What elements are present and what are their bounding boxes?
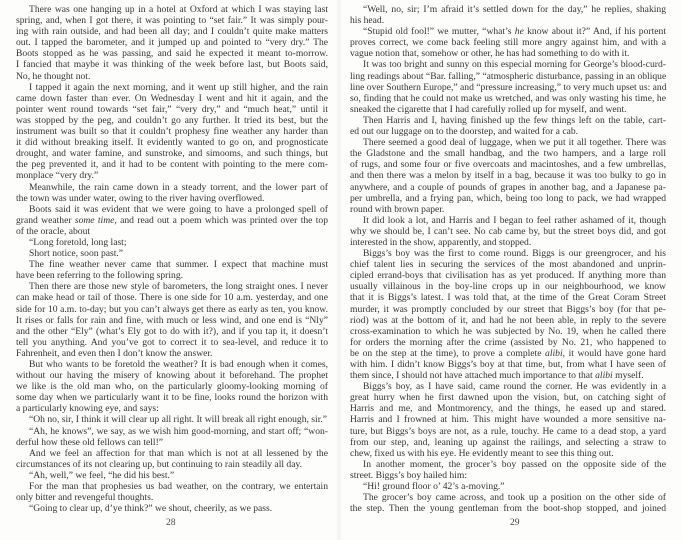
text-line: Biggs’s boy, as I have said, came round the corner. He was evidently in a <box>363 381 666 393</box>
text-line: Harris and I frowned at him. This might have wounded a more sensitive na- <box>350 414 666 426</box>
text-line: we like is the old man who, on the particularly gloomy-looking morning of <box>16 381 328 393</box>
text-line: No, he thought not. <box>16 70 91 82</box>
italic-text: alibi <box>595 370 613 382</box>
text-line: derful how these old fellows can tell!” <box>16 436 164 448</box>
paragraph <box>16 182 328 204</box>
text-line: from our step, and, leaning up against the railings, and selecting a straw to <box>350 436 666 448</box>
text-line <box>350 370 666 381</box>
text-line: the step. Then the young gentleman from the boot-shop stopped, and joined <box>350 503 666 515</box>
text-line: have been referring to the following spring. <box>16 270 184 282</box>
text-line: only bitter and revengeful thoughts. <box>16 492 154 504</box>
text-line: can make head or tail of those. There is one side for 10 a.m. yesterday, and one <box>16 292 328 304</box>
paragraph <box>350 492 666 514</box>
text-segment: “Stupid old fool!” we mutter, “what’s <box>363 26 515 38</box>
text-line: pointer went round towards “set fair,” “very dry,” and “much heat,” until it <box>16 103 328 115</box>
text-line: per umbrella, and a frying pan, which, being too long to pack, we had wrapped <box>350 192 666 204</box>
text-line: It was too bright and sunny on this especial morning for George’s blood-curd- <box>363 59 666 71</box>
text-segment: them since, I should not have attached much importance to that <box>350 370 596 382</box>
paragraph <box>350 115 666 137</box>
page-number-left: 28 <box>166 517 176 528</box>
paragraph <box>16 470 328 481</box>
text-line: so, finding that he could not make us wretched, and was only wasting his time, he <box>350 92 666 104</box>
text-line: ling readings about “Bar. falling,” “atmospheric disturbance, passing in an oblique <box>350 70 667 82</box>
text-line: interested in the show, apparently, and stopped. <box>350 236 532 248</box>
text-line: out. I tapped the barometer, and it jumped up and pointed to “very dry.” The <box>16 37 328 49</box>
text-line: Boots said it was evident that we were going to have a prolonged spell of <box>29 203 328 215</box>
paragraph <box>16 237 328 248</box>
paragraph <box>350 215 666 248</box>
paragraph <box>16 414 328 425</box>
text-line: Fahrenheit, and even then I don’t know the answer. <box>16 347 213 359</box>
text-line: great hurry when he first dawned upon the vision, but, on catching sight of <box>350 392 666 404</box>
text-line: But who wants to be foretold the weather? It is bad enough when it comes, <box>29 359 328 370</box>
text-line: chew, fixed us with his eye. He evidently meant to see this thing out. <box>350 447 614 459</box>
text-line: round with brown paper. <box>350 203 445 215</box>
text-line: came down faster than ever. On Wednesday I went and hit it again, and the <box>16 92 328 104</box>
text-line: ed out our luggage on to the doorstep, and waited for a cab. <box>350 126 579 138</box>
text-line: In another moment, the grocer’s boy passed on the opposite side of the <box>363 458 666 470</box>
paragraph <box>16 204 328 237</box>
left-page <box>16 4 328 514</box>
text-line <box>350 26 666 37</box>
text-segment: , and read out a poem which was printed over the top <box>114 214 328 226</box>
text-line: instrument was built so that it couldn’t prophesy fine weather any harder than <box>16 126 328 138</box>
text-line: for orders the morning after the crime (assisted by No. 21, who happened to <box>350 336 666 348</box>
text-line: Boots stopped as he was passing, and said he expected it meant to-morrow. <box>16 48 328 60</box>
text-line: For the man that prophesies us bad weather, on the contrary, we entertain <box>29 481 328 493</box>
paragraph <box>16 248 328 259</box>
paragraph <box>350 137 666 215</box>
page-number-right: 29 <box>510 517 520 528</box>
text-line: “Long foretold, long last; <box>29 236 127 248</box>
paragraph <box>16 481 328 503</box>
right-page <box>350 4 666 514</box>
text-line: I tapped it again the next morning, and it went up still higher, and the rain <box>29 81 328 93</box>
text-segment: grand weather <box>16 214 75 226</box>
paragraph <box>16 503 328 514</box>
paragraph <box>16 82 328 182</box>
text-line: riod) was at the bottom of it, and had he not been able, in reply to the severe <box>350 314 666 326</box>
text-line: of rugs, and some four or five overcoats and macintoshes, and a few umbrellas, <box>350 159 666 171</box>
book-gutter <box>336 0 342 540</box>
text-segment: , it would have gone hard <box>562 347 666 359</box>
paragraph <box>350 26 666 59</box>
paragraph <box>350 459 666 481</box>
text-line: circumstances of its not clearing up, but continuing to rain steadily all day. <box>16 458 303 470</box>
text-line: Meanwhile, the rain came down in a steady torrent, and the lower part of <box>29 181 328 193</box>
text-line: cipled errand-boys that civilisation has as yet produced. If anything more than <box>350 270 666 282</box>
text-line: vague notion that, somehow or other, he has had something to do with it. <box>350 48 630 60</box>
text-line: proves correct, we come back feeling still more angry against him, and with a <box>350 37 666 49</box>
text-line: The grocer’s boy came across, and took up a position on the other side of <box>363 492 666 504</box>
text-line: “Ah, well,” we feel, “he did his best.” <box>29 469 175 481</box>
text-line: “Ah, he knows”, we say, as we wish him good-morning, and start off; “won- <box>29 425 328 437</box>
text-line: the peg prevented it, and it had to be content with pointing to the mere com- <box>16 159 328 171</box>
paragraph <box>16 281 328 359</box>
text-line: anywhere, and a couple of pounds of grapes in another bag, and a Japanese pa- <box>350 181 666 193</box>
text-line: Harris and me, and Montmorency, and the things, he eased up and stared. <box>350 403 666 415</box>
paragraph <box>350 381 666 459</box>
text-line: I fancied that maybe it was thinking of the week before last, but Boots said, <box>16 59 328 71</box>
text-line: ture, but Biggs’s boys are not, as a rule, touchy. He came to a dead stop, a yard <box>350 425 666 437</box>
paragraph <box>16 4 328 82</box>
text-line: Biggs’s boy was the first to come round. Biggs is our greengrocer, and his <box>363 248 666 260</box>
text-line: “Well, no, sir; I’m afraid it’s settled down for the day,” he replies, shaking <box>363 4 666 15</box>
text-line: was stopped by the peg, and couldn’t go any further. It tried its best, but the <box>16 114 328 126</box>
text-line: Then Harris and I, having finished up the few things left on the table, cart- <box>363 114 666 126</box>
text-line: it did without breaking itself. It evidently wanted to go on, and prognosticate <box>16 137 328 149</box>
text-line: There seemed a good deal of luggage, when we put it all together. There was <box>363 137 666 149</box>
text-line: some day when we particularly want it to be fine, looks round the horizon with <box>16 392 328 404</box>
text-line: “Going to clear up, d’ye think?” we shout, cheerily, as we pass. <box>29 503 273 515</box>
text-line: chief talent lies in securing the services of the most abandoned and unprin- <box>350 259 666 271</box>
text-line: and the other “Ely” (what’s Ely got to do with it?), and if you tap it, it doesn’t <box>16 325 328 337</box>
text-line: murder, it was promptly concluded by our street that Biggs’s boy (for that pe- <box>350 303 666 315</box>
paragraph <box>16 426 328 448</box>
text-line: “Hi! ground floor o’ 42’s a-moving.” <box>363 481 505 493</box>
text-line: And we feel an affection for that man which is not at all lessened by the <box>29 447 328 459</box>
text-line: line over Southern Europe,” and “pressure increasing,” to very much upset us: and <box>350 81 667 93</box>
text-line <box>350 348 666 359</box>
text-line: It did look a lot, and Harris and I began to feel rather ashamed of it, though <box>363 214 666 226</box>
text-line: and then there was a melon by itself in a bag, because it was too bulky to go in <box>350 170 666 182</box>
text-line: monplace “very dry.” <box>16 170 99 182</box>
paragraph <box>16 259 328 281</box>
text-line: of the oracle, about <box>16 225 91 237</box>
text-line: tell you anything. And you’ve got to correct it to sea-level, and reduce it to <box>16 336 328 348</box>
text-segment: know about it?” And, if his portent <box>523 26 666 38</box>
text-line: ing with rain outside, and had been all day; and I couldn’t quite make matters <box>16 26 328 38</box>
paragraph <box>16 359 328 414</box>
text-segment: myself. <box>612 370 644 382</box>
paragraph <box>350 248 666 381</box>
text-line: a particularly knowing eye, and says: <box>16 403 159 415</box>
text-line: spring, and, when I got there, it was pointing to “set fair.” It was simply pour- <box>16 15 328 27</box>
text-line: sneaked the cigarette that I had carefully rolled up for myself, and went. <box>350 103 627 115</box>
text-line: “Oh no, sir, I think it will clear up all right. It will break all right enough, sir.” <box>29 414 328 426</box>
italic-text: some time <box>74 214 115 226</box>
paragraph <box>350 481 666 492</box>
text-line: usually villainous in the boy-line crops up in our neighbourhood, we know <box>350 281 666 293</box>
text-line: There was one hanging up in a hotel at Oxford at which I was staying last <box>29 4 328 15</box>
text-line: drought, and water famine, and sunstroke, and simooms, and such things, but <box>16 148 328 160</box>
text-line: Then there are those new style of barometers, the long straight ones. I never <box>29 281 328 293</box>
paragraph <box>350 59 666 114</box>
text-line: that it is Biggs’s latest. I was told that, at the time of the Great Coram Street <box>350 292 666 304</box>
text-line: the Gladstone and the small handbag, and the two hampers, and a large roll <box>350 148 666 160</box>
text-line: without our having the misery of knowing about it beforehand. The prophet <box>16 370 328 382</box>
paragraph <box>350 4 666 26</box>
italic-text: he <box>514 26 524 38</box>
paragraph <box>16 448 328 470</box>
text-line: his head. <box>350 15 385 27</box>
text-line <box>16 215 328 226</box>
text-line: cross-examination to which he was subjected by No. 19, when he called there <box>350 325 666 337</box>
text-line: The fine weather never came that summer. I expect that machine must <box>29 259 328 271</box>
text-line: with him. I didn’t know Biggs’s boy at that time, but, from what I have seen of <box>350 359 666 370</box>
text-line: the town was under water, owing to the river having overflowed. <box>16 192 265 204</box>
text-line: street. Biggs’s boy hailed him: <box>350 469 467 481</box>
text-line: It rises or falls for rain and fine, with much or less wind, and one end is “Nly” <box>16 314 328 326</box>
text-line: side for 10 a.m. to-day; but you can’t always get there as early as ten, you know. <box>16 303 328 315</box>
text-line: why we should be, I can’t see. No cab came by, but the street boys did, and got <box>350 225 666 237</box>
text-line: Short notice, soon past.” <box>29 248 124 260</box>
italic-text: alibi <box>545 347 563 359</box>
text-segment: be on the step at the time), to prove a complete <box>350 347 546 359</box>
